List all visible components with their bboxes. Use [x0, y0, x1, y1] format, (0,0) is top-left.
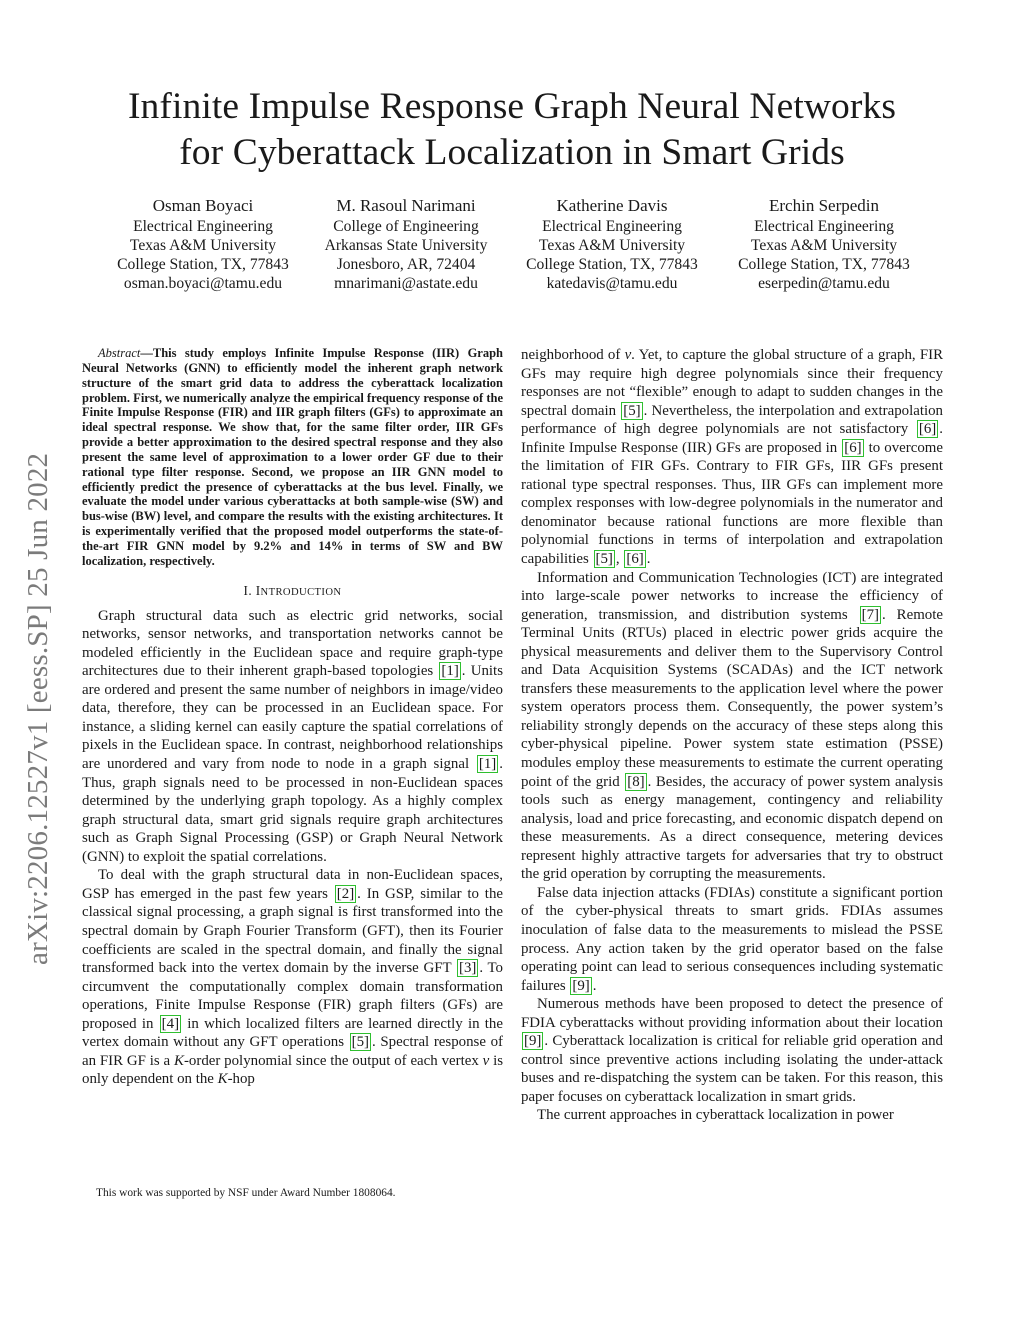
- author-dept: Electrical Engineering: [133, 217, 273, 235]
- citation-link[interactable]: [6]: [918, 421, 937, 438]
- right-column: [521, 346, 943, 1125]
- author-univ: Texas A&M University: [538, 236, 686, 254]
- funding-footnote: This work was supported by NSF under Award Number 1808064.: [96, 1187, 396, 1199]
- author-dept: Electrical Engineering: [754, 217, 894, 235]
- citation-link[interactable]: [2]: [336, 885, 355, 902]
- author-email: katedavis@tamu.edu: [546, 275, 678, 293]
- citation-link[interactable]: [4]: [161, 1015, 180, 1032]
- section-heading-introduction: I. INTRODUCTION: [243, 582, 342, 598]
- citation-link[interactable]: [1]: [478, 756, 497, 773]
- citation-link[interactable]: [6]: [844, 439, 862, 456]
- author-1: [88, 196, 318, 294]
- author-loc: College Station, TX, 77843: [526, 256, 698, 274]
- author-name: Katherine Davis: [556, 196, 668, 215]
- author-3: [497, 196, 727, 294]
- citation-link[interactable]: [8]: [627, 773, 645, 790]
- author-loc: Jonesboro, AR, 72404: [336, 256, 476, 274]
- author-loc: College Station, TX, 77843: [117, 256, 289, 274]
- right-paragraph-3: False data injection attacks (FDIAs) constitute a significant portion of the cyber-physical threats to smart grids. FDIAs assumes inoculation of false data to the measurements to mislead the PSSE process. Any action taken by the grid operator based on the false operating point can lead to serious consequences including systematic failures [9] .: [521, 884, 943, 994]
- citation-link[interactable]: [5]: [623, 402, 641, 419]
- author-loc: College Station, TX, 77843: [738, 256, 910, 274]
- citation-link[interactable]: [9]: [524, 1033, 542, 1050]
- citation-link[interactable]: [1]: [441, 663, 459, 680]
- right-paragraph-2: Information and Communication Technologies (ICT) are integrated into large-scale power networks to increase the efficiency of generation, transmission, and distribution systems [7] . Remote Terminal Units (RTUs) placed in electric power grids acquire the physical measurements and deliver them to the Supervisory Control and Data Acquisition Systems (SCADAs) and the ICT network transfers these measurements to the application level where the power system operators process them. Consequently, the power system’s reliability strongly depends on the accuracy of these steps along this cyber-physical pipeline. Power system state estimation (PSSE) modules employ these measurements to estimate the current operating point of the grid [8] . Besides, the accuracy of power system analysis tools such as energy management, contingency and reliability analysis, load and price forecasting, and economic dispatch depend on these measurements. As a direct consequence, metering devices represent highly attractive targets for adversaries that try to obstruct the grid operation by corrupting the measurements.: [521, 569, 944, 883]
- author-name: Erchin Serpedin: [769, 196, 879, 215]
- author-email: osman.boyaci@tamu.edu: [123, 275, 283, 293]
- right-paragraph-4: Numerous methods have been proposed to detect the presence of FDIA cyberattacks without providing information about their location [9] . Cyberattack localization is critical for reliable grid operation and control since preventive actions including isolating the under-attack buses and re-dispatching the system can be taken. For this reason, this paper focuses on cyberattack localization in smart grids.: [521, 996, 943, 1105]
- title-line-1: Infinite Impulse Response Graph Neural Networks: [127, 86, 897, 127]
- author-email: mnarimani@astate.edu: [334, 275, 478, 293]
- author-dept: College of Engineering: [333, 217, 479, 235]
- citation-link[interactable]: [6]: [626, 551, 644, 568]
- citation-link[interactable]: [5]: [351, 1034, 370, 1051]
- abstract-label: Abstract: [98, 346, 141, 360]
- citation-link[interactable]: [7]: [861, 606, 880, 623]
- author-dept: Electrical Engineering: [542, 217, 682, 235]
- left-column: [82, 346, 503, 1089]
- citation-link[interactable]: [5]: [595, 551, 613, 568]
- intro-paragraph-2: To deal with the graph structural data in non-Euclidean spaces, GSP has emerged in the past few years [2] . In GSP, similar to the classical signal processing, a graph signal is first transformed into the spectral domain by Graph Fourier Transform (GFT), then its Fourier coefficients are scaled in the spectral domain, and finally the signal transformed back into the vertex domain by the inverse GFT [3] . To circumvent the computationally complex domain transformation operations, Finite Impulse Response (FIR) graph filters (GFs) are proposed in [4] in which localized filters are learned directly in the vertex domain without any GFT operations [5] . Spectral response of an FIR GF is a K-order polynomial since the output of each vertex v is only dependent on the K-hop: [82, 867, 504, 1088]
- author-name: Osman Boyaci: [152, 196, 254, 215]
- right-paragraph-5: The current approaches in cyberattack localization in power: [537, 1107, 894, 1124]
- arxiv-identifier: arXiv:2206.12527v1 [eess.SP] 25 Jun 2022: [22, 452, 54, 965]
- intro-paragraph-1: Graph structural data such as electric grid networks, social networks, sensor networks, and transportation networks cannot be modeled efficiently in the Euclidean space and require graph-type architectures due to their inherent graph-based topologies [1] . Units are ordered and present the same number of neighbors in image/video data, therefore, they can be processed in an Euclidean space. For instance, a sliding kernel can easily capture the spatial correlations of pixels in the Euclidean space. In contrast, neighborhood relationships are unordered and vary from node to node in a graph signal [1] . Thus, graph signals need to be processed in non-Euclidean spaces determined by the underlying graph topology. As a highly complex graph structural data, smart grid signals require graph architectures such as Graph Signal Processing (GSP) or Graph Neural Network (GNN) to exploit the spatial correlations.: [82, 607, 503, 865]
- title-line-2: for Cyberattack Localization in Smart Grids: [179, 132, 845, 173]
- paper-title: [0, 84, 1024, 176]
- author-email: eserpedin@tamu.edu: [758, 275, 890, 293]
- right-paragraph-1: neighborhood of v. Yet, to capture the global structure of a graph, FIR GFs may require high degree polynomials since their frequency responses are not “flexible” enough to adapt to sudden changes in the spectral domain [5] . Nevertheless, the interpolation and extrapolation performance of high degree polynomials are not satisfactory [6] . Infinite Impulse Response (IIR) GFs are proposed in [6] to overcome the limitation of FIR GFs. Contrary to FIR GFs, IIR GFs present rational type spectral responses. Thus, IIR GFs can implement more complex responses with low-degree polynomials in the numerator and denominator because rational functions are more flexible than polynomial functions in terms of interpolation and extrapolation capabilities [5] , [6] .: [521, 347, 944, 568]
- citation-link[interactable]: [3]: [458, 960, 477, 977]
- author-univ: Texas A&M University: [750, 236, 898, 254]
- author-univ: Texas A&M University: [129, 236, 277, 254]
- abstract: [82, 346, 503, 569]
- author-2: [291, 196, 521, 294]
- author-4: [709, 196, 939, 294]
- author-name: M. Rasoul Narimani: [336, 196, 476, 215]
- abstract-text: —This study employs Infinite Impulse Response (IIR) Graph Neural Networks (GNN) to efficiently model the inherent graph network structure of the smart grid data to address the cyberattack localization problem. First, we numerically analyze the empirical frequency response of the Finite Impulse Response (FIR) and IIR graph filters (GFs) to approximate an ideal spectral response. We show that, for the same filter order, IIR GFs provide a better approximation to the desired spectral response and they also present the same level of approximation to a lower order GF due to their rational type filter response. Second, we propose an IIR GNN model to efficiently predict the presence of cyberattacks at the bus level. Finally, we evaluate the model under various cyberattacks at both sample-wise (SW) and bus-wise (BW) level, and compare the results with the existing architectures. It is experimentally verified that the proposed model outperforms the state-of-the-art FIR GNN model by 9.2% and 14% in terms of SW and BW localization, respectively.: [82, 346, 503, 568]
- author-univ: Arkansas State University: [324, 236, 488, 254]
- citation-link[interactable]: [9]: [572, 977, 590, 994]
